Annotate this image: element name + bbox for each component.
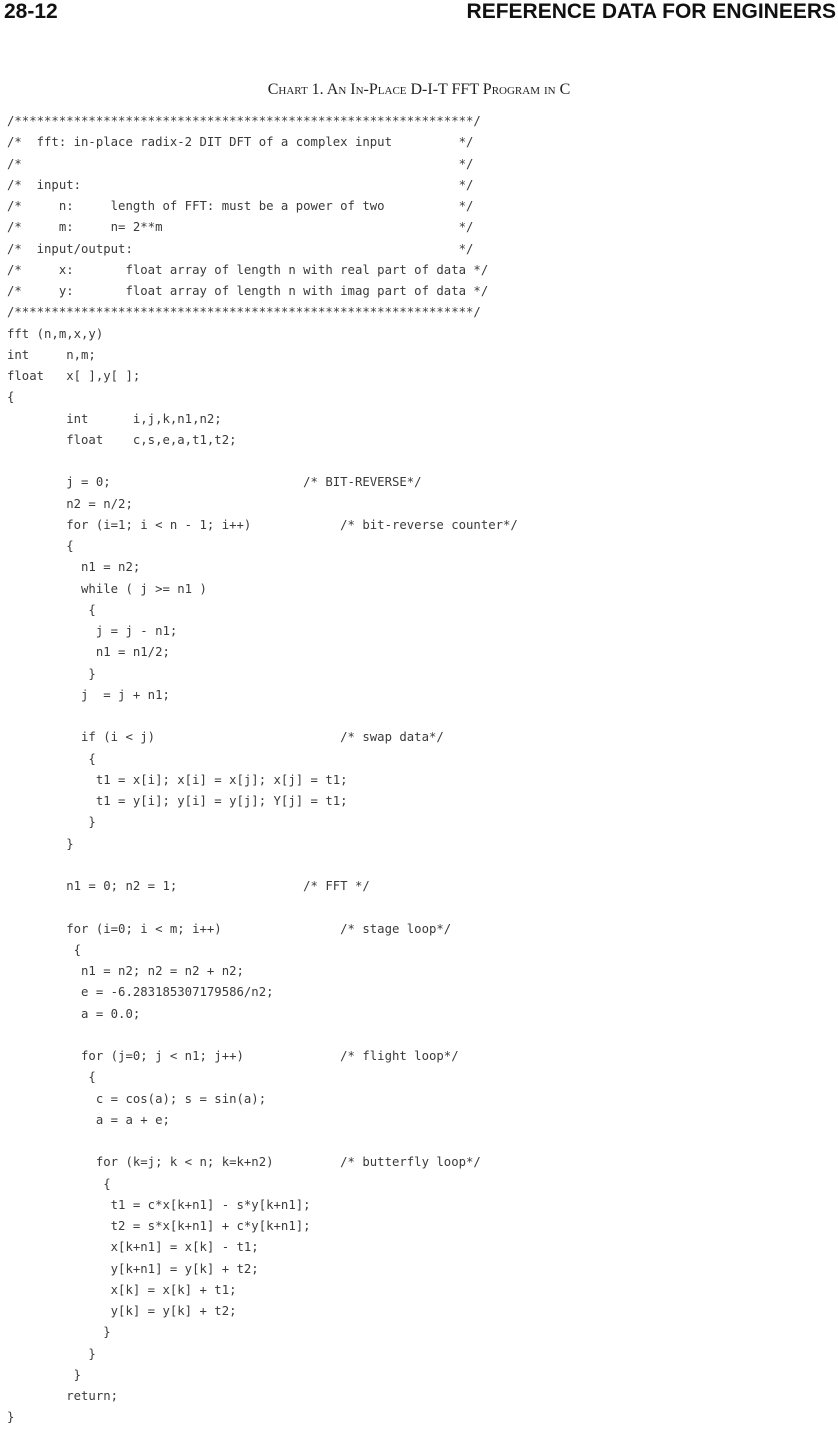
code-line: { [7, 602, 96, 617]
page-header [0, 0, 838, 34]
code-line: { [7, 1176, 111, 1191]
code-line: t2 = s*x[k+n1] + c*y[k+n1]; [7, 1219, 311, 1233]
code-line: { [7, 1070, 96, 1085]
code-line: t1 = x[i]; x[i] = x[j]; x[j] = t1; [7, 772, 348, 787]
code-line: while ( j >= n1 ) [7, 581, 207, 596]
code-line: n1 = n2; n2 = n2 + n2; [7, 964, 244, 978]
page-number: 28-12 [4, 0, 58, 23]
code-line: { [7, 942, 82, 957]
code-line: /* n: length of FFT: must be a power of two */ [7, 199, 474, 213]
code-line: float x[ ],y[ ]; [7, 369, 141, 383]
code-line: j = j - n1; [7, 624, 178, 638]
code-line: for (k=j; k < n; k=k+n2) /* butterfly loop*/ [7, 1155, 481, 1170]
code-line: /* m: n= 2**m */ [7, 220, 474, 235]
code-line: j = j + n1; [7, 687, 170, 702]
code-line: t1 = y[i]; y[i] = y[j]; Y[j] = t1; [7, 794, 348, 808]
code-line: /* */ [7, 156, 474, 171]
code-line: return; [7, 1389, 119, 1403]
code-line: } [7, 666, 96, 681]
code-line: for (i=1; i < n - 1; i++) /* bit-reverse counter*/ [7, 517, 518, 532]
code-line: for (i=0; i < m; i++) /* stage loop*/ [7, 921, 452, 936]
code-line: y[k+n1] = y[k] + t2; [7, 1261, 259, 1276]
running-head: REFERENCE DATA FOR ENGINEERS [466, 0, 836, 23]
code-line: x[k] = x[k] + t1; [7, 1282, 237, 1297]
code-line: /* x: float array of length n with real part of data */ [7, 262, 489, 277]
code-line: c = cos(a); s = sin(a); [7, 1091, 267, 1106]
code-line: n1 = n1/2; [7, 645, 170, 660]
code-line: } [7, 1367, 82, 1382]
code-line: float c,s,e,a,t1,t2; [7, 432, 237, 447]
code-line: j = 0; /* BIT-REVERSE*/ [7, 475, 422, 490]
code-line: /* input: */ [7, 177, 474, 192]
code-line: { [7, 390, 15, 405]
code-line: /* fft: in-place radix-2 DIT DFT of a complex input */ [7, 135, 474, 150]
code-line: if (i < j) /* swap data*/ [7, 730, 444, 745]
code-line: } [7, 1410, 15, 1425]
code-line: /* y: float array of length n with imag part of data */ [7, 284, 489, 298]
code-line: x[k+n1] = x[k] - t1; [7, 1240, 259, 1255]
code-line: /**************************************************************/ [7, 305, 481, 320]
code-line: int i,j,k,n1,n2; [7, 411, 222, 426]
code-line [7, 855, 518, 876]
code-line: } [7, 1346, 96, 1361]
code-line: fft (n,m,x,y) [7, 326, 104, 341]
code-line [7, 1025, 518, 1046]
code-line [7, 897, 518, 918]
code-line [7, 451, 518, 472]
code-line: n1 = 0; n2 = 1; /* FFT */ [7, 879, 370, 893]
code-line: int n,m; [7, 347, 96, 362]
code-line: { [7, 751, 96, 766]
code-line: } [7, 815, 96, 830]
code-line: t1 = c*x[k+n1] - s*y[k+n1]; [7, 1197, 311, 1212]
code-line [7, 1131, 518, 1152]
code-line: { [7, 539, 74, 553]
code-line: a = a + e; [7, 1112, 170, 1127]
code-line: n2 = n/2; [7, 496, 133, 511]
code-line: y[k] = y[k] + t2; [7, 1304, 237, 1318]
code-line: /* input/output: */ [7, 241, 474, 256]
code-line [7, 706, 518, 727]
code-line: a = 0.0; [7, 1006, 141, 1021]
code-line: e = -6.283185307179586/n2; [7, 985, 274, 1000]
chart-title: Chart 1. An In-Place D-I-T FFT Program in C [267, 81, 571, 98]
code-line: } [7, 836, 74, 851]
code-line: n1 = n2; [7, 560, 141, 575]
code-line: for (j=0; j < n1; j++) /* flight loop*/ [7, 1049, 459, 1063]
code-line: } [7, 1325, 111, 1340]
code-listing [7, 111, 518, 1429]
code-line: /**************************************************************/ [7, 114, 481, 128]
